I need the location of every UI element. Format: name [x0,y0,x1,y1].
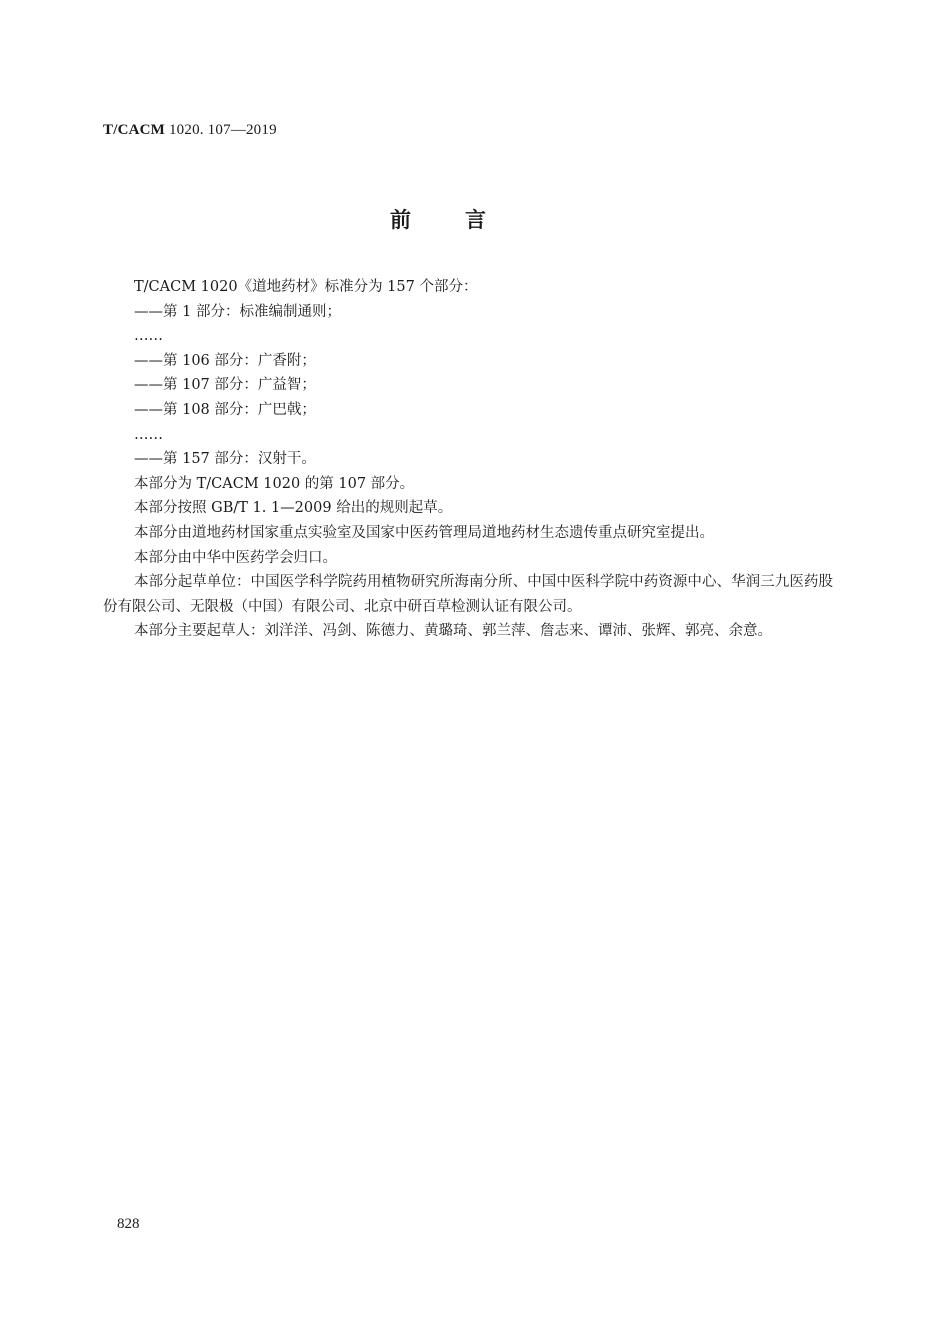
paragraph-drafting-rules: 本部分按照 GB/T 1. 1—2009 给出的规则起草。 [134,500,453,517]
paragraph-drafting-units: 本部分起草单位：中国医学科学院药用植物研究所海南分所、中国中医科学院中药资源中心、华润三九医药股份有限公司、无限极（中国）有限公司、北京中研百草检测认证有限公司。 [103,574,833,615]
paragraph-centralized-by: 本部分由中华中医药学会归口。 [134,549,337,566]
paragraph-drafters: 本部分主要起草人：刘洋洋、冯剑、陈德力、黄璐琦、郭兰萍、詹志来、谭沛、张辉、郭亮、余意。 [134,623,772,640]
document-code-prefix: T/CACM [103,122,166,138]
ellipsis: …… [134,328,163,345]
ellipsis: …… [134,426,163,443]
list-item-part-106: ——第 106 部分：广香附； [134,352,316,369]
list-item-part-1: ——第 1 部分：标准编制通则； [134,303,341,320]
foreword-body [103,275,833,644]
paragraph-this-part: 本部分为 T/CACM 1020 的第 107 部分。 [134,475,415,492]
list-item-part-157: ——第 157 部分：汉射干。 [134,451,316,468]
document-code-number: 1020. 107—2019 [165,122,277,138]
page-number: 828 [117,1216,140,1232]
list-item-part-108: ——第 108 部分：广巴戟； [134,401,316,418]
document-code [103,122,277,139]
page-title: 前言 [390,208,540,232]
paragraph-standard-parts: T/CACM 1020《道地药材》标准分为 157 个部分： [134,279,478,295]
paragraph-proposed-by: 本部分由道地药材国家重点实验室及国家中医药管理局道地药材生态遗传重点研究室提出。 [134,524,714,541]
list-item-part-107: ——第 107 部分：广益智； [134,377,316,394]
